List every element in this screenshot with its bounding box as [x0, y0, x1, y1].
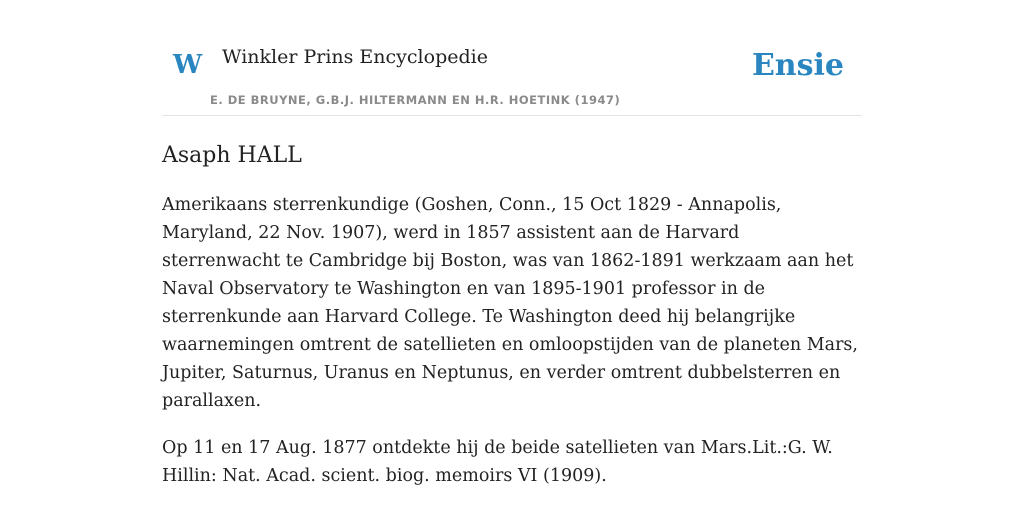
- page-container: [162, 0, 862, 490]
- article-paragraph: Op 11 en 17 Aug. 1877 ontdekte hij de beide satellieten van Mars.Lit.:G. W. Hillin: Nat. Acad. scient. biog. memoirs VI (1909).: [162, 438, 833, 487]
- encyclopedia-title-link[interactable]: Winkler Prins Encyclopedie: [222, 46, 488, 68]
- article-title: Asaph HALL: [162, 143, 302, 168]
- encyclopedia-logo[interactable]: W: [173, 50, 203, 80]
- article-paragraph: Amerikaans sterrenkundige (Goshen, Conn., 15 Oct 1829 - Annapolis, Maryland, 22 Nov. 1907), werd in 1857 assistent aan de Harvard sterrenwacht te Cambridge bij Boston, was van 1862-1891 werkzaam aan het Naval Observatory te Washington en van 1895-1901 professor in de sterrenkunde aan Harvard College. Te Washington deed hij belangrijke waarnemingen omtrent de satellieten en omloopstijden van de planeten Mars, Jupiter, Saturnus, Uranus en Neptunus, en verder omtrent dubbelsterren en parallaxen.: [162, 195, 858, 412]
- source-header: [162, 0, 862, 116]
- authors-line: E. DE BRUYNE, G.B.J. HILTERMANN EN H.R. HOETINK (1947): [210, 93, 621, 107]
- ensie-brand-logo[interactable]: Ensie: [751, 48, 844, 83]
